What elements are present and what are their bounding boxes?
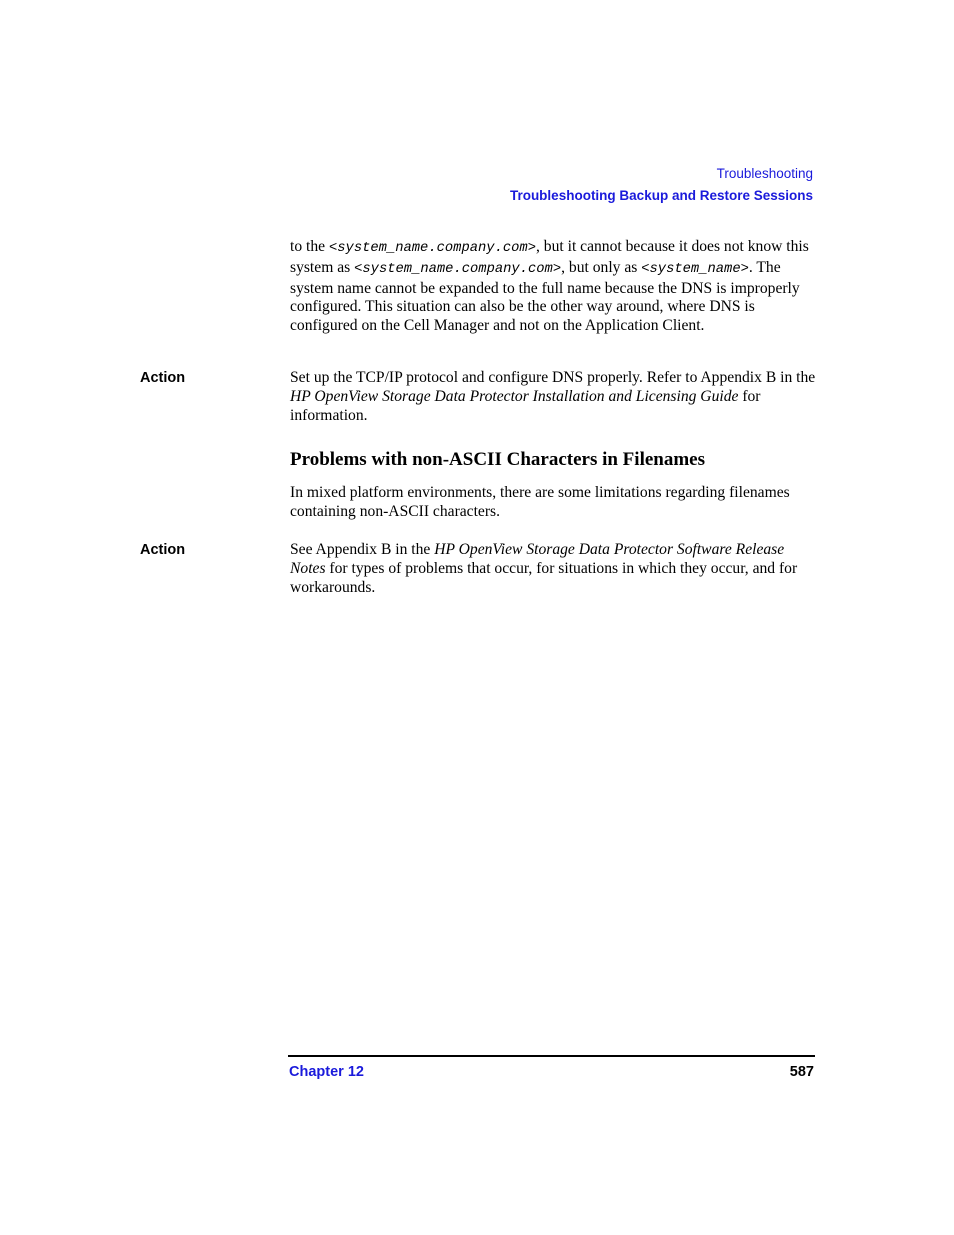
code-system-name-fqdn: <system_name.company.com>: [328, 241, 536, 256]
text-span: to the: [290, 238, 329, 255]
action-label: Action: [140, 542, 186, 558]
section-heading: Problems with non-ASCII Characters in Filenames: [290, 449, 706, 470]
action-text-non-ascii: [290, 541, 818, 597]
text-span: , but it cannot because it does not know this system as: [290, 238, 809, 276]
text-span: , but only as: [561, 258, 642, 276]
code-system-name-fqdn: <system_name.company.com>: [354, 261, 562, 277]
action-label: Action: [140, 370, 186, 386]
footer-chapter-link[interactable]: Chapter 12: [289, 1064, 364, 1080]
dns-paragraph: [290, 238, 818, 336]
action-text-dns: [290, 369, 818, 425]
non-ascii-paragraph: In mixed platform environments, there are some limitations regarding filenames containing non-ASCII characters.: [290, 484, 790, 520]
running-header-section[interactable]: Troubleshooting Backup and Restore Sessions: [509, 188, 813, 203]
code-system-name: <system_name>: [641, 261, 749, 277]
text-span: Set up the TCP/IP protocol and configure DNS properly. Refer to Appendix B in the: [290, 369, 816, 386]
page-number: 587: [789, 1064, 814, 1080]
book-title: HP OpenView Storage Data Protector Software Release Notes: [290, 541, 785, 577]
text-span: for information.: [290, 387, 761, 424]
book-title: HP OpenView Storage Data Protector Installation and Licensing Guide: [290, 387, 739, 405]
footer-divider: [288, 1055, 815, 1057]
text-span: for types of problems that occur, for situations in which they occur, and for workarounds.: [290, 559, 798, 596]
text-span: . The system name cannot be expanded to the full name because the DNS is improperly configured. This situation can also be the other way around, where DNS is configured on the Cell Manager and not on the Application Client.: [290, 258, 800, 335]
running-header-chapter[interactable]: Troubleshooting: [716, 166, 813, 181]
text-span: See Appendix B in the: [290, 541, 435, 558]
